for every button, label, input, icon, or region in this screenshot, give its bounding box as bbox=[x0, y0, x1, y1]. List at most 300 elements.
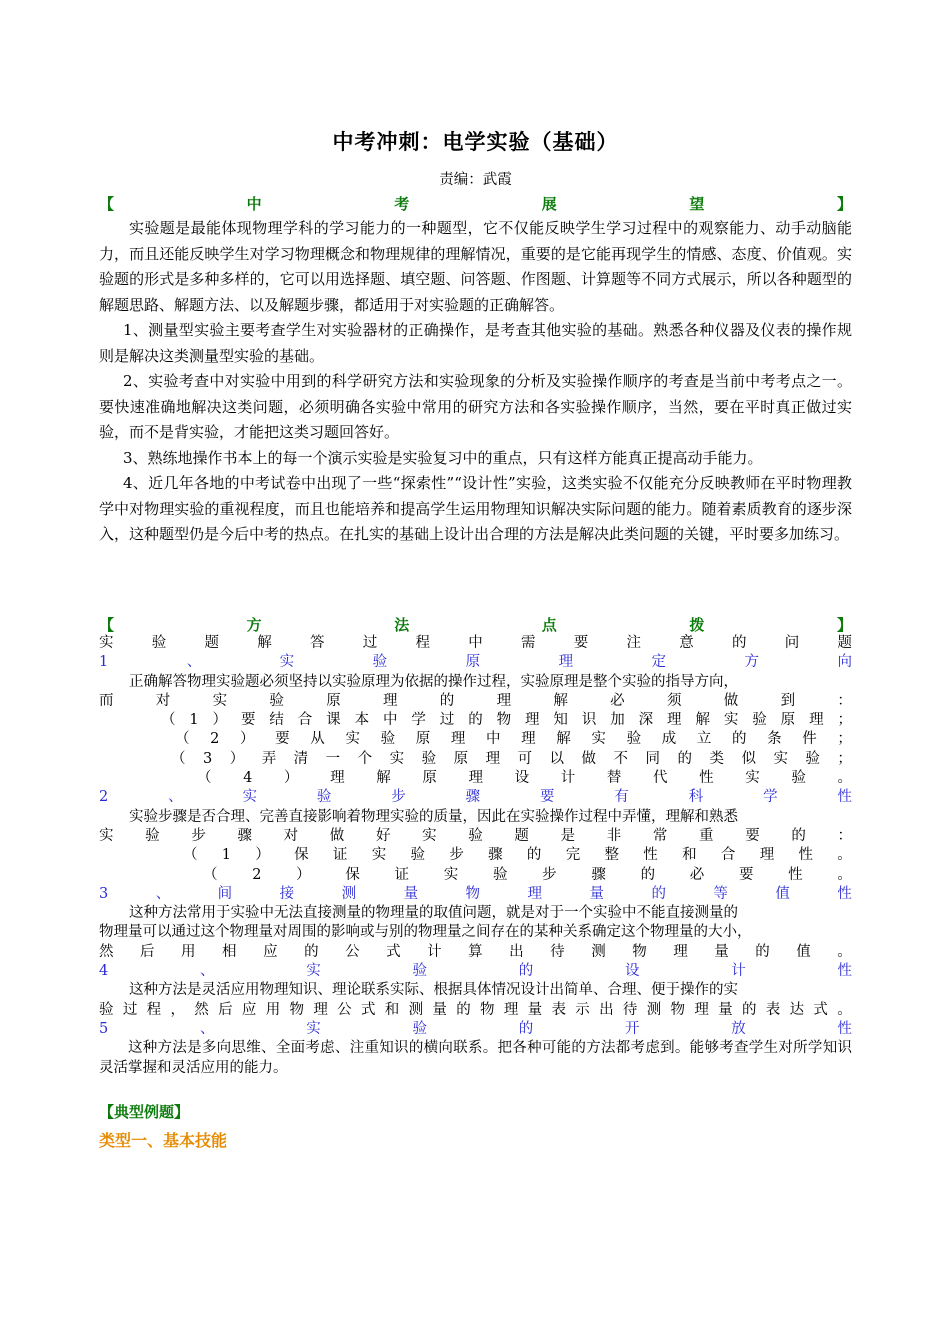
glyph: 解 bbox=[695, 712, 710, 729]
glyph: 整 bbox=[604, 847, 619, 864]
principle-item-1 bbox=[99, 711, 852, 730]
glyph: 验 bbox=[316, 789, 332, 806]
glyph: 验 bbox=[492, 866, 508, 883]
glyph: 骤 bbox=[591, 866, 606, 883]
glyph: 中 bbox=[382, 712, 398, 729]
glyph: 理 bbox=[496, 692, 512, 709]
editor-credit: 责编：武霞 bbox=[439, 172, 512, 188]
glyph: 类 bbox=[709, 750, 724, 767]
glyph: 的 bbox=[732, 635, 747, 651]
heading-open bbox=[99, 1020, 852, 1039]
principle-item-2 bbox=[99, 730, 852, 749]
glyph: ， bbox=[170, 1001, 185, 1018]
glyph: 验 bbox=[626, 731, 642, 748]
glyph: 2 bbox=[99, 789, 109, 806]
glyph: 原 bbox=[422, 770, 437, 787]
glyph: 的 bbox=[791, 827, 806, 844]
glyph: 的 bbox=[518, 963, 534, 980]
glyph: 验 bbox=[145, 827, 160, 844]
glyph: （ bbox=[197, 770, 212, 787]
glyph: 、 bbox=[199, 963, 215, 980]
glyph: 解 bbox=[376, 770, 391, 787]
glyph: 值 bbox=[775, 885, 790, 902]
glyph: 实 bbox=[279, 654, 295, 671]
method-lead bbox=[99, 634, 852, 653]
glyph: 实 bbox=[242, 789, 257, 806]
glyph: 要 bbox=[275, 731, 290, 748]
glyph: 实 bbox=[591, 731, 606, 748]
glyph: 式 bbox=[360, 1001, 376, 1018]
glyph: 4 bbox=[99, 963, 109, 980]
glyph: 实 bbox=[306, 963, 321, 980]
glyph: 非 bbox=[606, 827, 622, 844]
glyph: 过 bbox=[362, 635, 378, 651]
glyph: 的 bbox=[640, 866, 656, 883]
glyph: 验 bbox=[421, 750, 437, 767]
glyph: 物 bbox=[289, 1001, 304, 1018]
glyph: ） bbox=[229, 750, 245, 767]
glyph: 】 bbox=[836, 615, 852, 634]
glyph: 验 bbox=[805, 750, 820, 767]
glyph: 量 bbox=[432, 1001, 447, 1018]
glyph: 理 bbox=[468, 770, 483, 787]
glyph: 验 bbox=[410, 847, 426, 864]
glyph: 、 bbox=[155, 885, 171, 902]
glyph: 测 bbox=[591, 943, 606, 960]
heading-design bbox=[99, 962, 852, 981]
glyph: 实 bbox=[212, 692, 228, 709]
glyph: 然 bbox=[99, 943, 114, 960]
heading-indirect bbox=[99, 885, 852, 904]
glyph: 程 bbox=[415, 635, 430, 651]
glyph: 计 bbox=[731, 963, 746, 980]
glyph: 考 bbox=[394, 194, 410, 213]
point-1: 1、测量型实验主要考查学生对实验器材的正确操作，是考查其他实验的基础。熟悉各种仪器及仪表的操作规则是解决这类测量型实验的基础。 bbox=[99, 321, 852, 365]
glyph: 验 bbox=[99, 1001, 114, 1018]
glyph: 性 bbox=[837, 789, 852, 806]
glyph: 性 bbox=[699, 770, 714, 787]
glyph: 从 bbox=[310, 731, 325, 748]
glyph: 的 bbox=[518, 1020, 534, 1037]
glyph: 个 bbox=[357, 750, 373, 767]
glyph: 要 bbox=[745, 827, 760, 844]
glyph: 理 bbox=[558, 654, 574, 671]
glyph: 理 bbox=[521, 731, 536, 748]
glyph: 表 bbox=[765, 1001, 781, 1018]
glyph: 方 bbox=[744, 654, 760, 671]
glyph: 需 bbox=[521, 635, 536, 651]
glyph: 物 bbox=[480, 1001, 495, 1018]
glyph: 验 bbox=[752, 712, 767, 729]
glyph: 的 bbox=[456, 1001, 471, 1018]
glyph: 重 bbox=[699, 827, 714, 844]
glyph: 3 bbox=[202, 750, 213, 767]
glyph: 步 bbox=[191, 827, 206, 844]
glyph: 过 bbox=[439, 712, 455, 729]
glyph: 理 bbox=[694, 1001, 709, 1018]
glyph: 式 bbox=[813, 1001, 828, 1018]
glyph: 【 bbox=[99, 194, 115, 213]
glyph: 本 bbox=[354, 712, 370, 729]
glyph: 设 bbox=[514, 770, 530, 787]
glyph: 理 bbox=[759, 847, 775, 864]
glyph: 1 bbox=[99, 654, 109, 671]
glyph: 深 bbox=[638, 712, 654, 729]
glyph: 物 bbox=[670, 1001, 685, 1018]
glyph: 量 bbox=[527, 1001, 543, 1018]
glyph: 计 bbox=[427, 943, 442, 960]
glyph: 相 bbox=[222, 943, 237, 960]
point-4: 4、近几年各地的中考试卷中出现了一些“探索性”“设计性”实验，这类实验不仅能充分反映教师在平时物理教学中对物理实验的重视程度，而且也能培养和提高学生运用物理知识解决实际问题的能力。随着素质教育的逐步深入，这种题型仍是今后中考的热点。在扎实的基础上设计出合理的方法是解决此类问题的关键，平时要多加练习。 bbox=[99, 474, 852, 543]
glyph: 以 bbox=[549, 750, 565, 767]
section-heading-methods bbox=[99, 614, 852, 634]
glyph: ； bbox=[837, 731, 852, 748]
glyph: 理 bbox=[330, 770, 345, 787]
principle-text-1: 正确解答物理实验题必须坚持以实验原理为依据的操作过程，实验原理是整个实验的指导方向， bbox=[129, 673, 738, 690]
glyph: ） bbox=[212, 712, 228, 729]
glyph: 必 bbox=[689, 866, 705, 883]
glyph: 做 bbox=[329, 827, 345, 844]
glyph: 理 bbox=[450, 731, 466, 748]
glyph: ） bbox=[283, 770, 299, 787]
glyph: 量 bbox=[714, 943, 729, 960]
section-heading-outlook bbox=[99, 193, 852, 213]
glyph: 条 bbox=[767, 731, 782, 748]
glyph: 出 bbox=[509, 943, 524, 960]
glyph: ： bbox=[837, 827, 852, 844]
glyph: 是 bbox=[560, 827, 576, 844]
glyph: 开 bbox=[624, 1020, 640, 1037]
glyph: 理 bbox=[673, 943, 688, 960]
glyph: 测 bbox=[341, 885, 357, 902]
glyph: 做 bbox=[581, 750, 597, 767]
glyph: 保 bbox=[345, 866, 360, 883]
principle-item-4 bbox=[99, 769, 852, 788]
glyph: 。 bbox=[837, 847, 852, 864]
glyph: 法 bbox=[394, 615, 410, 634]
point-2: 2、实验考查中对实验中用到的科学研究方法和实验现象的分析及实验操作顺序的考查是当前中考考点之一。要快速准确地解决这类问题，必须明确各实验中常用的研究方法和各实验操作顺序，当然，要在平时真正做过实验，而不是背实验，才能把这类习题回答好。 bbox=[99, 372, 852, 441]
glyph: 做 bbox=[723, 692, 739, 709]
glyph: 一 bbox=[325, 750, 341, 767]
glyph: 理 bbox=[313, 1001, 328, 1018]
methods-body bbox=[99, 634, 852, 1078]
design-text-2 bbox=[99, 1001, 852, 1020]
glyph: 课 bbox=[326, 712, 341, 729]
glyph: 必 bbox=[610, 692, 625, 709]
glyph: 中 bbox=[486, 731, 501, 748]
glyph: 值 bbox=[796, 943, 811, 960]
glyph: 成 bbox=[661, 731, 677, 748]
glyph: 理 bbox=[809, 712, 824, 729]
glyph: 量 bbox=[718, 1001, 733, 1018]
glyph: 同 bbox=[645, 750, 660, 767]
glyph: 算 bbox=[468, 943, 483, 960]
glyph: 理 bbox=[527, 885, 543, 902]
glyph: 待 bbox=[550, 943, 565, 960]
glyph: 验 bbox=[269, 692, 284, 709]
glyph: ； bbox=[837, 712, 852, 729]
open-text: 这种方法是多向思维、全面考虑、注重知识的横向联系。把各种可能的方法都考虑到。能够考查学生对所学知识灵活掌握和灵活应用的能力。 bbox=[99, 1040, 852, 1076]
glyph: 。 bbox=[837, 943, 852, 960]
glyph: ） bbox=[240, 731, 255, 748]
glyph: 要 bbox=[573, 635, 589, 651]
glyph: 原 bbox=[326, 692, 341, 709]
glyph: 的 bbox=[731, 731, 747, 748]
glyph: ） bbox=[296, 866, 311, 883]
glyph: 式 bbox=[386, 943, 401, 960]
heading-principle bbox=[99, 653, 852, 672]
glyph: 计 bbox=[560, 770, 576, 787]
glyph: 等 bbox=[713, 885, 728, 902]
glyph: 的 bbox=[677, 750, 692, 767]
glyph: 4 bbox=[243, 770, 253, 787]
glyph: 科 bbox=[688, 789, 704, 806]
glyph: 理 bbox=[382, 692, 398, 709]
glyph: 结 bbox=[269, 712, 284, 729]
glyph: ： bbox=[837, 692, 852, 709]
glyph: 用 bbox=[181, 943, 196, 960]
glyph: 件 bbox=[802, 731, 817, 748]
glyph: 的 bbox=[468, 712, 483, 729]
glyph: 物 bbox=[496, 712, 512, 729]
glyph: 注 bbox=[626, 635, 641, 651]
glyph: 要 bbox=[240, 712, 256, 729]
glyph: 理 bbox=[667, 712, 682, 729]
glyph: 原 bbox=[453, 750, 469, 767]
glyph: 理 bbox=[485, 750, 501, 767]
glyph: 公 bbox=[345, 943, 360, 960]
glyph: 、 bbox=[199, 1020, 215, 1037]
glyph: 1 bbox=[189, 712, 199, 729]
glyph: 理 bbox=[503, 1001, 519, 1018]
glyph: 证 bbox=[332, 847, 348, 864]
glyph: 代 bbox=[652, 770, 668, 787]
glyph: 测 bbox=[646, 1001, 662, 1018]
glyph: 性 bbox=[788, 866, 803, 883]
glyph: 性 bbox=[643, 847, 658, 864]
glyph: 和 bbox=[682, 847, 697, 864]
steps-text-1: 实验步骤是否合理、完善直接影响着物理实验的质量，因此在实验操作过程中弄懂，理解和熟悉 bbox=[129, 808, 738, 825]
glyph: 的 bbox=[741, 1001, 757, 1018]
glyph: 实 bbox=[99, 635, 114, 651]
glyph: 中 bbox=[468, 635, 483, 651]
glyph: 验 bbox=[468, 827, 483, 844]
glyph: 。 bbox=[837, 770, 852, 787]
glyph: 保 bbox=[294, 847, 309, 864]
glyph: 物 bbox=[465, 885, 481, 902]
glyph: 。 bbox=[837, 1001, 852, 1018]
glyph: 理 bbox=[525, 712, 540, 729]
glyph: （ bbox=[171, 750, 186, 767]
glyph: 后 bbox=[218, 1001, 233, 1018]
glyph: 量 bbox=[589, 885, 604, 902]
glyph: 拨 bbox=[689, 615, 705, 634]
glyph: 间 bbox=[217, 885, 233, 902]
glyph: 实 bbox=[99, 827, 114, 844]
outlook-body bbox=[99, 216, 852, 548]
glyph: 须 bbox=[666, 692, 682, 709]
glyph: 常 bbox=[652, 827, 668, 844]
section-heading-examples: 【典型例题】 bbox=[99, 1103, 190, 1121]
glyph: 实 bbox=[773, 750, 788, 767]
glyph: （ bbox=[203, 866, 218, 883]
glyph: 待 bbox=[622, 1001, 638, 1018]
heading-steps bbox=[99, 788, 852, 807]
glyph: 展 bbox=[541, 194, 557, 213]
glyph: 对 bbox=[283, 827, 299, 844]
glyph: （ bbox=[175, 731, 190, 748]
glyph: 骤 bbox=[488, 847, 503, 864]
glyph: 加 bbox=[610, 712, 625, 729]
glyph: 达 bbox=[789, 1001, 805, 1018]
glyph: 弄 bbox=[261, 750, 277, 767]
glyph: 性 bbox=[837, 963, 852, 980]
glyph: 合 bbox=[720, 847, 736, 864]
glyph: 程 bbox=[146, 1001, 162, 1018]
point-3: 3、熟练地操作书本上的每一个演示实验是实验复习中的重点，只有这样方能真正提高动手能力。 bbox=[123, 448, 763, 467]
principle-text-2 bbox=[99, 692, 852, 711]
glyph: 放 bbox=[731, 1020, 746, 1037]
glyph: 和 bbox=[384, 1001, 400, 1018]
glyph: 立 bbox=[696, 731, 712, 748]
glyph: 题 bbox=[837, 635, 852, 651]
glyph: 实 bbox=[389, 750, 405, 767]
glyph: 方 bbox=[246, 615, 262, 634]
indirect-text-2: 物理量可以通过这个物理量对周围的影响或与别的物理量之间存在的某种关系确定这个物理量的大小， bbox=[99, 924, 752, 941]
glyph: 性 bbox=[837, 1020, 852, 1037]
glyph: 望 bbox=[689, 194, 705, 213]
glyph: 好 bbox=[375, 827, 391, 844]
page-title: 中考冲刺：电学实验（基础） bbox=[332, 130, 619, 154]
type-one-heading: 类型一、基本技能 bbox=[99, 1131, 228, 1150]
glyph: 实 bbox=[745, 770, 760, 787]
glyph: 5 bbox=[99, 1020, 109, 1037]
principle-item-3 bbox=[99, 750, 852, 769]
glyph: 有 bbox=[614, 789, 629, 806]
glyph: 实 bbox=[345, 731, 360, 748]
glyph: 出 bbox=[599, 1001, 614, 1018]
glyph: 2 bbox=[210, 731, 220, 748]
glyph: 的 bbox=[304, 943, 319, 960]
glyph: 实 bbox=[422, 827, 437, 844]
glyph: 题 bbox=[514, 827, 529, 844]
glyph: 要 bbox=[539, 789, 555, 806]
glyph: 实 bbox=[371, 847, 387, 864]
glyph: 实 bbox=[306, 1020, 321, 1037]
steps-item-2 bbox=[99, 866, 852, 885]
glyph: 学 bbox=[411, 712, 426, 729]
glyph: 】 bbox=[836, 194, 852, 213]
glyph: 解 bbox=[556, 731, 571, 748]
glyph: 验 bbox=[372, 654, 388, 671]
glyph: 步 bbox=[391, 789, 406, 806]
glyph: 要 bbox=[738, 866, 754, 883]
glyph: 中 bbox=[246, 194, 262, 213]
glyph: 可 bbox=[517, 750, 533, 767]
glyph: 答 bbox=[310, 635, 325, 651]
glyph: 2 bbox=[252, 866, 262, 883]
glyph: 清 bbox=[293, 750, 309, 767]
glyph: 示 bbox=[575, 1001, 590, 1018]
glyph: 不 bbox=[613, 750, 629, 767]
glyph: 实 bbox=[443, 866, 459, 883]
glyph: 然 bbox=[194, 1001, 209, 1018]
glyph: 性 bbox=[837, 885, 852, 902]
glyph: 学 bbox=[763, 789, 778, 806]
glyph: 合 bbox=[297, 712, 313, 729]
design-text-1: 这种方法是灵活应用物理知识、理论联系实际、根据具体情况设计出简单、合理、便于操作的实 bbox=[129, 982, 738, 999]
glyph: 的 bbox=[439, 692, 455, 709]
indirect-text-3 bbox=[99, 943, 852, 962]
glyph: 、 bbox=[168, 789, 183, 806]
glyph: 问 bbox=[784, 635, 800, 651]
glyph: 应 bbox=[241, 1001, 257, 1018]
glyph: 设 bbox=[624, 963, 640, 980]
glyph: 过 bbox=[122, 1001, 138, 1018]
glyph: 。 bbox=[837, 866, 852, 883]
glyph: 的 bbox=[651, 885, 666, 902]
glyph: 性 bbox=[798, 847, 813, 864]
glyph: 验 bbox=[412, 963, 427, 980]
glyph: 识 bbox=[581, 712, 597, 729]
glyph: 定 bbox=[651, 654, 667, 671]
glyph: 、 bbox=[186, 654, 202, 671]
glyph: 的 bbox=[755, 943, 770, 960]
glyph: 3 bbox=[99, 885, 109, 902]
glyph: （ bbox=[183, 847, 198, 864]
indirect-text-1: 这种方法常用于实验中无法直接测量的物理量的取值问题，就是对于一个实验中不能直接测量的 bbox=[129, 905, 738, 922]
glyph: 骤 bbox=[465, 789, 481, 806]
glyph: 的 bbox=[526, 847, 542, 864]
glyph: 解 bbox=[553, 692, 568, 709]
glyph: 【 bbox=[99, 615, 115, 634]
glyph: （ bbox=[161, 712, 176, 729]
glyph: 证 bbox=[394, 866, 410, 883]
glyph: 题 bbox=[204, 635, 219, 651]
glyph: ； bbox=[837, 750, 852, 767]
glyph: 替 bbox=[606, 770, 622, 787]
glyph: 对 bbox=[155, 692, 171, 709]
glyph: 验 bbox=[151, 635, 167, 651]
glyph: 步 bbox=[542, 866, 557, 883]
glyph: 步 bbox=[449, 847, 464, 864]
glyph: 似 bbox=[741, 750, 756, 767]
glyph: 原 bbox=[780, 712, 796, 729]
glyph: 向 bbox=[837, 654, 852, 671]
glyph: 量 bbox=[403, 885, 419, 902]
glyph: 完 bbox=[565, 847, 581, 864]
glyph: 实 bbox=[723, 712, 739, 729]
glyph: 原 bbox=[465, 654, 481, 671]
glyph: 知 bbox=[553, 712, 568, 729]
glyph: 测 bbox=[408, 1001, 424, 1018]
glyph: 用 bbox=[265, 1001, 281, 1018]
intro-paragraph: 实验题是最能体现物理学科的学习能力的一种题型，它不仅能反映学生学习过程中的观察能力、动手动脑能力，而且还能反映学生对学习物理概念和物理规律的理解情况，重要的是它能再现学生的情感、态度、价值观。实验题的形式是多种多样的，它可以用选择题、填空题、问答题、作图题、计算题等不同方式展示，所以各种题型的解题思路、解题方法、以及解题步骤，都适用于对实验题的正确解答。 bbox=[99, 219, 852, 314]
glyph: 后 bbox=[140, 943, 155, 960]
glyph: 验 bbox=[380, 731, 396, 748]
glyph: 而 bbox=[99, 692, 114, 709]
glyph: 原 bbox=[415, 731, 431, 748]
steps-text-2 bbox=[99, 827, 852, 846]
glyph: 表 bbox=[551, 1001, 566, 1018]
glyph: 验 bbox=[791, 770, 806, 787]
glyph: 1 bbox=[221, 847, 232, 864]
glyph: 意 bbox=[679, 635, 694, 651]
glyph: ） bbox=[255, 847, 270, 864]
glyph: 公 bbox=[337, 1001, 352, 1018]
glyph: 解 bbox=[257, 635, 272, 651]
glyph: 到 bbox=[780, 692, 796, 709]
